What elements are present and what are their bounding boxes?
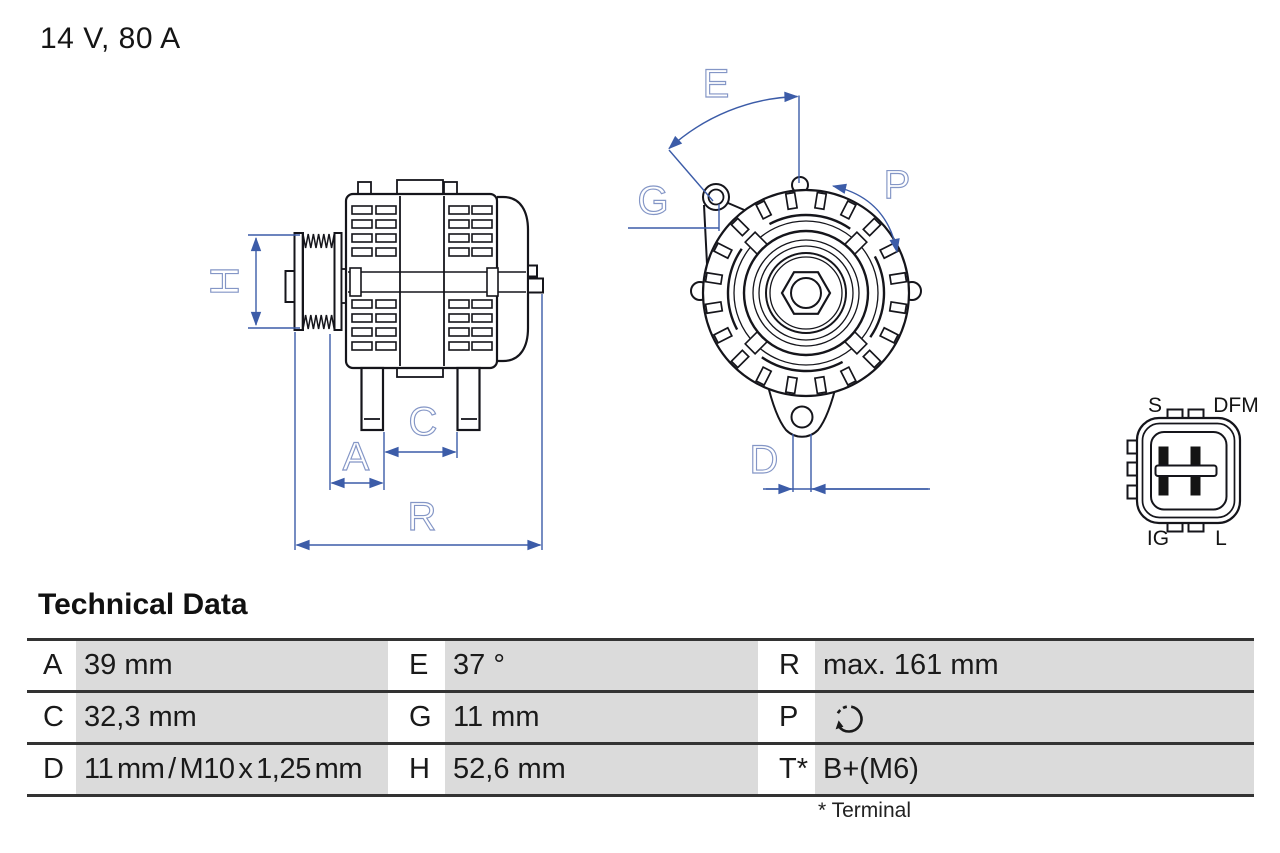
- terminal-footnote: * Terminal: [818, 799, 911, 822]
- shaft-stub: [286, 271, 295, 302]
- connector-pinout: [1128, 394, 1259, 550]
- dim-key: C: [27, 693, 76, 742]
- dim-label-e: E: [702, 62, 730, 106]
- connector-bar: [1156, 466, 1217, 477]
- dim-key: D: [27, 745, 76, 794]
- dim-value: 32,3 mm: [76, 693, 388, 742]
- dim-label-p: P: [883, 163, 911, 207]
- dim-label-d: D: [749, 438, 779, 482]
- dim-value: 37 °: [445, 641, 758, 690]
- pin-label-ig: IG: [1146, 527, 1170, 550]
- table-row: [27, 690, 1254, 742]
- technical-data-heading: Technical Data: [38, 588, 248, 621]
- pulley: [295, 233, 347, 330]
- rating-title: 14 V, 80 A: [40, 22, 181, 55]
- dim-key: T*: [758, 745, 815, 794]
- dim-key: R: [758, 641, 815, 690]
- pin-label-dfm: DFM: [1213, 394, 1259, 417]
- mounting-ear: [703, 184, 729, 210]
- dim-value-rotation: [815, 693, 1254, 742]
- pin-label-l: L: [1215, 527, 1227, 550]
- dim-key: H: [388, 745, 445, 794]
- dim-key: G: [388, 693, 445, 742]
- dim-label-h: H: [203, 266, 247, 296]
- housing: [346, 180, 543, 377]
- front-view: [691, 177, 921, 437]
- dim-value: B+(M6): [815, 745, 1254, 794]
- dim-key: E: [388, 641, 445, 690]
- dim-value: 39 mm: [76, 641, 388, 690]
- terminal-stud-small: [528, 266, 537, 277]
- dim-value: max. 161 mm: [815, 641, 1254, 690]
- dim-label-c: C: [408, 400, 438, 444]
- dim-key: P: [758, 693, 815, 742]
- table-row: [27, 638, 1254, 690]
- dim-value: 11 mm: [445, 693, 758, 742]
- technical-data-table: [27, 638, 1254, 797]
- dim-label-g: G: [637, 179, 669, 223]
- rotation-direction-icon: [831, 700, 867, 736]
- dim-key: A: [27, 641, 76, 690]
- dim-label-r: R: [407, 495, 437, 539]
- dim-value: 11 mm / M10 x 1,25 mm: [76, 745, 388, 794]
- dim-value: 52,6 mm: [445, 745, 758, 794]
- terminal-stud-bplus: [528, 279, 543, 293]
- dim-label-a: A: [342, 435, 370, 479]
- side-view: [286, 180, 544, 430]
- pin-label-s: S: [1147, 394, 1163, 417]
- rear-cover: [497, 197, 528, 361]
- table-row: [27, 742, 1254, 794]
